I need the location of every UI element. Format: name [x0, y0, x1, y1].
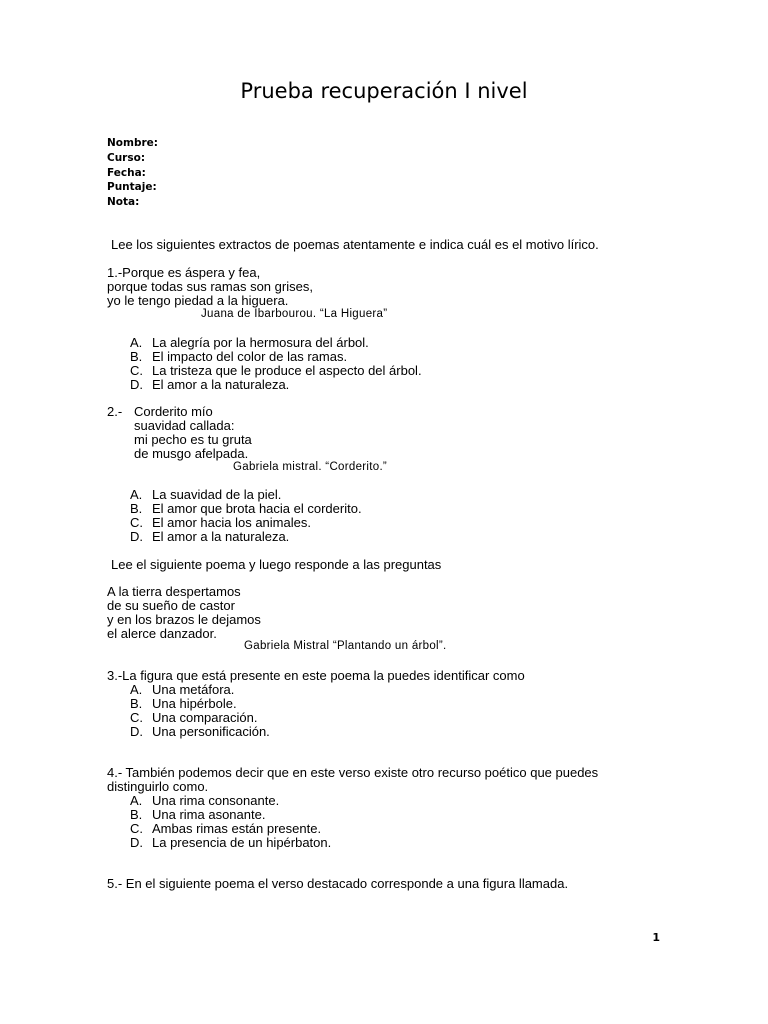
- q3-option-a: A. Una metáfora.: [130, 682, 235, 697]
- q4-option-a: A. Una rima consonante.: [130, 793, 280, 808]
- poem-verse: el alerce danzador.: [107, 626, 217, 641]
- q2-verse: de musgo afelpada.: [134, 446, 249, 461]
- q2-option-b: B. El amor que brota hacia el corderito.: [130, 501, 362, 516]
- q1-option-d: D. El amor a la naturaleza.: [130, 377, 290, 392]
- q2-number: 2.-: [107, 404, 123, 419]
- q1-author: Juana de Ibarbourou. “La Higuera”: [201, 308, 388, 320]
- instruction-2: Lee el siguiente poema y luego responde a las preguntas: [111, 557, 442, 572]
- q4-option-b: B. Una rima asonante.: [130, 807, 266, 822]
- q2-option-c: C. El amor hacia los animales.: [130, 515, 311, 530]
- q2-verse: Corderito mío: [134, 404, 213, 419]
- q1-option-b: B. El impacto del color de las ramas.: [130, 349, 348, 364]
- q5-question: 5.- En el siguiente poema el verso destacado corresponde a una figura llamada.: [107, 876, 569, 891]
- page-title: Prueba recuperación I nivel: [240, 79, 528, 103]
- score-label: Puntaje:: [107, 181, 157, 194]
- q4-option-d: D. La presencia de un hipérbaton.: [130, 835, 332, 850]
- poem-verse: A la tierra despertamos: [107, 584, 241, 599]
- q4-option-c: C. Ambas rimas están presente.: [130, 821, 322, 836]
- grade-label: Nota:: [107, 196, 140, 209]
- student-info-fields: [107, 136, 158, 210]
- q3-option-c: C. Una comparación.: [130, 710, 258, 725]
- q1-option-c: C. La tristeza que le produce el aspecto del árbol.: [130, 363, 422, 378]
- name-label: Nombre:: [107, 137, 158, 149]
- poem-verse: y en los brazos le dejamos: [107, 612, 261, 627]
- q4-question-cont: distinguirlo como.: [107, 779, 209, 794]
- q1-verse: yo le tengo piedad a la higuera.: [107, 293, 289, 308]
- q2-author: Gabriela mistral. “Corderito.”: [233, 461, 388, 473]
- q2-option-d: D. El amor a la naturaleza.: [130, 529, 290, 544]
- poem-verse: de su sueño de castor: [107, 598, 235, 613]
- q2-verse: suavidad callada:: [134, 418, 235, 433]
- q1-verse: 1.-Porque es áspera y fea,: [107, 265, 261, 280]
- date-label: Fecha:: [107, 166, 146, 179]
- course-label: Curso:: [107, 151, 146, 164]
- q1-option-a: A. La alegría por la hermosura del árbol.: [130, 335, 369, 350]
- q1-verse: porque todas sus ramas son grises,: [107, 279, 313, 294]
- q3-question: 3.-La figura que está presente en este poema la puedes identificar como: [107, 668, 525, 683]
- q3-option-b: B. Una hipérbole.: [130, 696, 237, 711]
- q2-verse: mi pecho es tu gruta: [134, 432, 252, 447]
- q3-option-d: D. Una personificación.: [130, 724, 270, 739]
- poem-author: Gabriela Mistral “Plantando un árbol”.: [244, 640, 447, 652]
- page-number: 1: [652, 931, 660, 944]
- q4-question: 4.- También podemos decir que en este verso existe otro recurso poético que puedes: [107, 765, 599, 780]
- q2-option-a: A. La suavidad de la piel.: [130, 487, 282, 502]
- instruction-1: Lee los siguientes extractos de poemas atentamente e indica cuál es el motivo lírico.: [111, 237, 599, 252]
